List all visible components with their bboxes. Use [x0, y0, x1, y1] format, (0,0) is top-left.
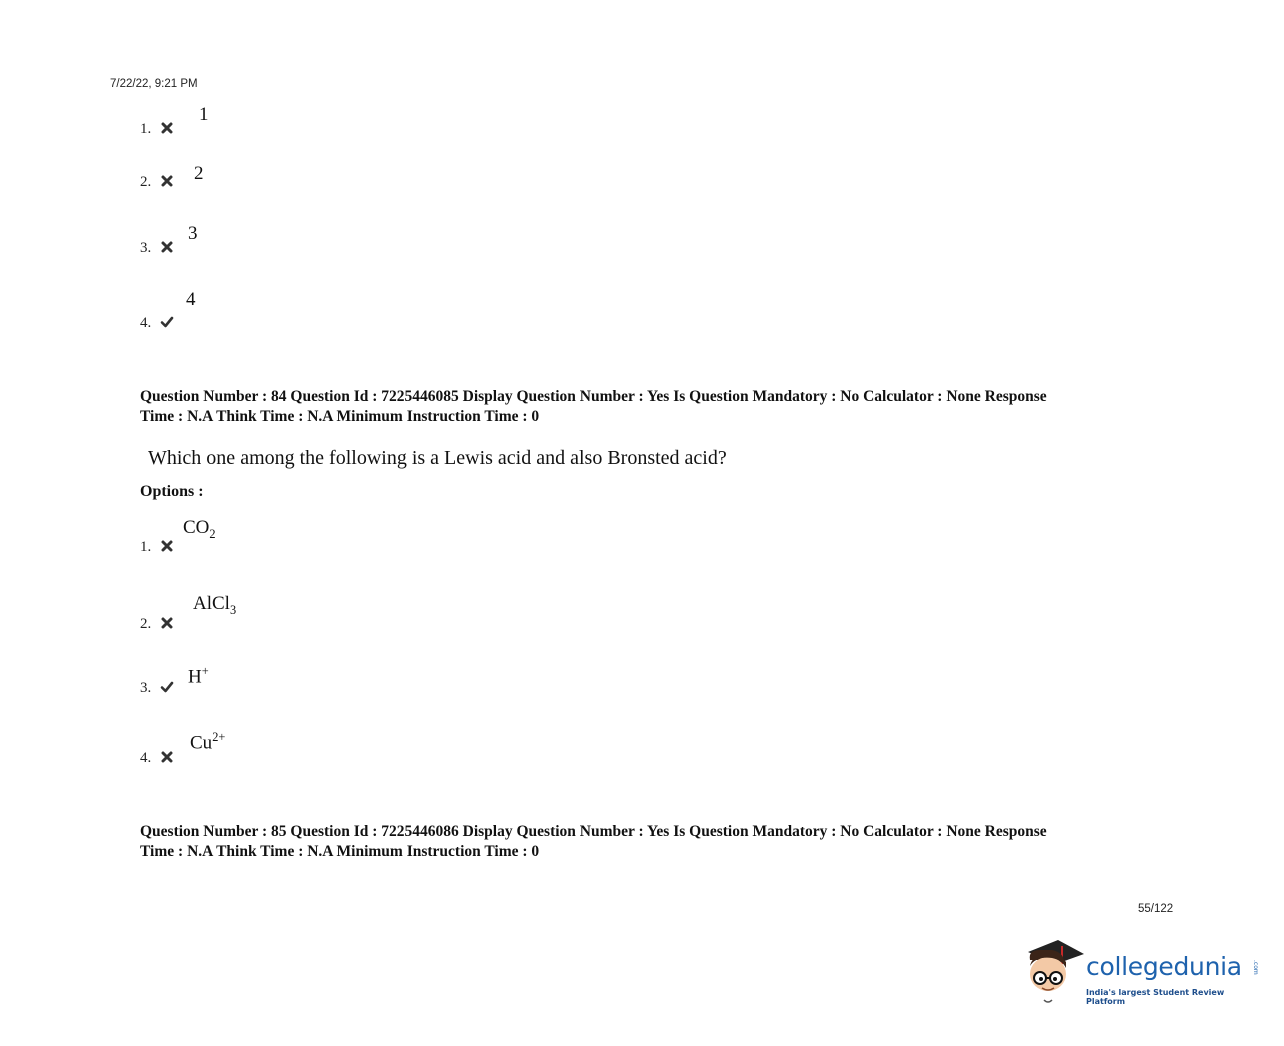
q84-option-3-number: 3. — [140, 680, 152, 696]
cross-icon — [160, 174, 174, 188]
q85-meta-line2: Time : N.A Think Time : N.A Minimum Instruction Time : 0 — [140, 843, 540, 860]
brand-domain: .com — [1252, 960, 1259, 975]
formula-superscript: 2+ — [212, 730, 226, 744]
cross-icon — [160, 240, 174, 254]
formula-base: H — [188, 666, 202, 688]
prev-option-1-value: 1 — [199, 104, 209, 125]
brand-tagline: India's largest Student Review Platform — [1086, 988, 1225, 1006]
cross-icon — [160, 539, 174, 553]
q84-option-3-value — [188, 664, 209, 688]
formula-base: AlCl — [193, 593, 230, 614]
collegedunia-logo — [1022, 938, 1262, 1010]
prev-option-3-value: 3 — [188, 223, 198, 244]
formula-superscript: + — [201, 664, 209, 678]
q84-option-1-value — [183, 517, 216, 542]
q84-options-label: Options : — [140, 483, 204, 500]
q84-option-4-value — [190, 730, 225, 754]
q84-meta — [140, 387, 1170, 427]
page-number: 55/122 — [1138, 903, 1174, 915]
q84-option-2-value — [193, 593, 236, 618]
brand-name: collegedunia — [1086, 952, 1242, 981]
q84-option-1-row — [140, 538, 174, 556]
prev-option-1-row — [140, 120, 174, 138]
check-icon — [160, 680, 174, 694]
prev-option-4-value: 4 — [186, 289, 196, 310]
formula-base: Cu — [190, 732, 213, 754]
prev-option-1-number: 1. — [140, 121, 152, 137]
prev-option-3-number: 3. — [140, 240, 152, 256]
q84-option-2-number: 2. — [140, 616, 152, 632]
cross-icon — [160, 750, 174, 764]
cross-icon — [160, 616, 174, 630]
cross-icon — [160, 121, 174, 135]
formula-subscript: 2 — [209, 526, 216, 541]
q84-option-2-row — [140, 615, 174, 633]
prev-option-4-number: 4. — [140, 315, 152, 331]
q84-option-4-row — [140, 749, 174, 767]
prev-option-3-row — [140, 239, 174, 257]
formula-base: CO — [183, 517, 210, 538]
q84-meta-line2: Time : N.A Think Time : N.A Minimum Instruction Time : 0 — [140, 408, 540, 425]
student-mascot-icon — [1022, 938, 1084, 1008]
q84-meta-line1: Question Number : 84 Question Id : 7225446085 Display Question Number : Yes Is Question Mandatory : No Calculator : None Response — [140, 388, 1047, 405]
prev-option-2-number: 2. — [140, 174, 152, 190]
prev-option-2-value: 2 — [194, 163, 204, 184]
q84-question-text: Which one among the following is a Lewis acid and also Bronsted acid? — [148, 447, 727, 469]
q85-meta — [140, 822, 1170, 862]
q84-option-1-number: 1. — [140, 539, 152, 555]
q84-option-3-row — [140, 679, 174, 697]
prev-option-4-row — [140, 314, 174, 332]
prev-option-2-row — [140, 173, 174, 191]
check-icon — [160, 315, 174, 329]
formula-subscript: 3 — [229, 602, 237, 617]
q85-meta-line1: Question Number : 85 Question Id : 7225446086 Display Question Number : Yes Is Question Mandatory : No Calculator : None Response — [140, 823, 1047, 840]
print-timestamp: 7/22/22, 9:21 PM — [110, 78, 198, 90]
q84-option-4-number: 4. — [140, 750, 152, 766]
